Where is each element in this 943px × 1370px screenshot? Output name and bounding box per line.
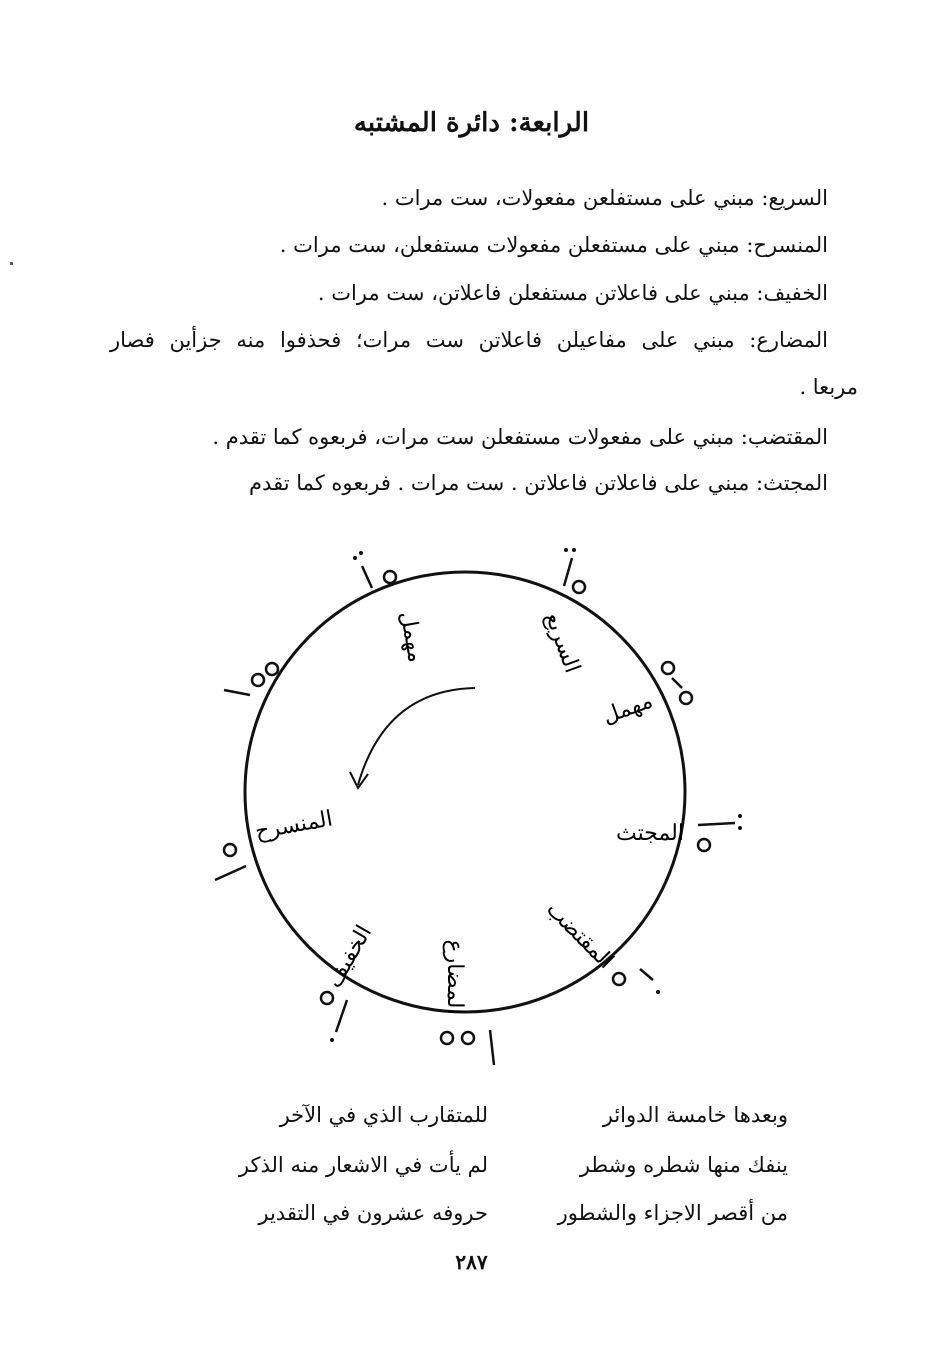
- stray-mark: [10, 262, 13, 265]
- mark-circle-5: [698, 839, 710, 851]
- tick-8: [215, 866, 246, 880]
- line-munsarih: المنسرح: مبني على مستفعلن مفعولات مستفعلن، ست مرات .: [279, 233, 828, 257]
- wheel-label-sari: السريع: [539, 609, 585, 677]
- mark-circle-11: [266, 663, 278, 675]
- mark-circle-2: [573, 581, 585, 593]
- direction-arrow: [358, 688, 475, 785]
- tick-5: [640, 969, 653, 980]
- tick-7: [336, 1000, 347, 1032]
- mark-circle-4: [680, 692, 692, 704]
- line-sari: السريع: مبني على مستفلعن مفعولات، ست مرات .: [381, 186, 828, 210]
- mark-circle-1: [384, 571, 396, 583]
- mark-circle-12: [252, 674, 264, 686]
- dot-3: [353, 556, 357, 560]
- wheel-label-munsarih: المنسرح: [253, 806, 335, 845]
- dot-6: [738, 826, 742, 830]
- line-mudari: المضارع: مبني على مفاعيلن فاعلاتن ست مرات؛ فحذفوا منه جزأين فصار: [110, 328, 828, 352]
- verse-3-right: من أقصر الاجزاء والشطور: [557, 1201, 788, 1225]
- line-mujtath: المجتث: مبني على فاعلاتن فاعلاتن . ست مرات . فربعوه كما تقدم: [249, 471, 828, 495]
- dot-8: [330, 1038, 334, 1042]
- mark-circle-10: [224, 844, 236, 856]
- wheel-label-khafif: الخفيف: [321, 921, 378, 993]
- tick-6: [490, 1030, 494, 1065]
- page-heading: الرابعة: دائرة المشتبه: [353, 108, 590, 138]
- wheel-label-muhmal-right: مهمل: [599, 688, 657, 730]
- tick-9: [224, 690, 250, 695]
- line-muqtadab: المقتضب: مبني على مفعولات مستفعلن ست مرات، فربعوه كما تقدم .: [212, 425, 828, 449]
- tick-1: [362, 566, 372, 588]
- verse-2-right: ينفك منها شطره وشطر: [579, 1153, 788, 1177]
- dot-5: [738, 814, 742, 818]
- page-number: ٢٨٧: [455, 1250, 488, 1274]
- wheel-label-muqtadab: المقتضب: [541, 896, 619, 974]
- line-mudari-cont: مربعا .: [799, 375, 858, 399]
- dot-1: [564, 548, 568, 552]
- dot-4: [359, 551, 363, 555]
- mark-circle-8: [462, 1032, 474, 1044]
- verse-3-left: حروفه عشرون في التقدير: [258, 1201, 488, 1225]
- verse-1-left: للمتقارب الذي في الآخر: [279, 1103, 488, 1127]
- mark-circle-3: [662, 662, 674, 674]
- mark-circle-9: [321, 992, 333, 1004]
- tick-4: [698, 823, 735, 825]
- mark-circle-7: [441, 1032, 453, 1044]
- line-khafif: الخفيف: مبني على فاعلاتن مستفعلن فاعلاتن، ست مرات .: [317, 281, 828, 305]
- dot-7: [656, 990, 660, 994]
- tick-3: [672, 678, 682, 688]
- wheel-label-mujtath: المجتث: [616, 821, 684, 846]
- tick-2: [564, 558, 572, 586]
- wheel-label-mudari: المضارع: [442, 939, 467, 1015]
- dot-2: [572, 548, 576, 552]
- verse-1-right: وبعدها خامسة الدوائر: [602, 1103, 788, 1127]
- mark-circle-6: [613, 973, 625, 985]
- circle-diagram: [0, 520, 943, 1080]
- wheel-label-muhmal-top: مهمل: [394, 609, 429, 665]
- verse-2-left: لم يأت في الاشعار منه الذكر: [238, 1153, 488, 1177]
